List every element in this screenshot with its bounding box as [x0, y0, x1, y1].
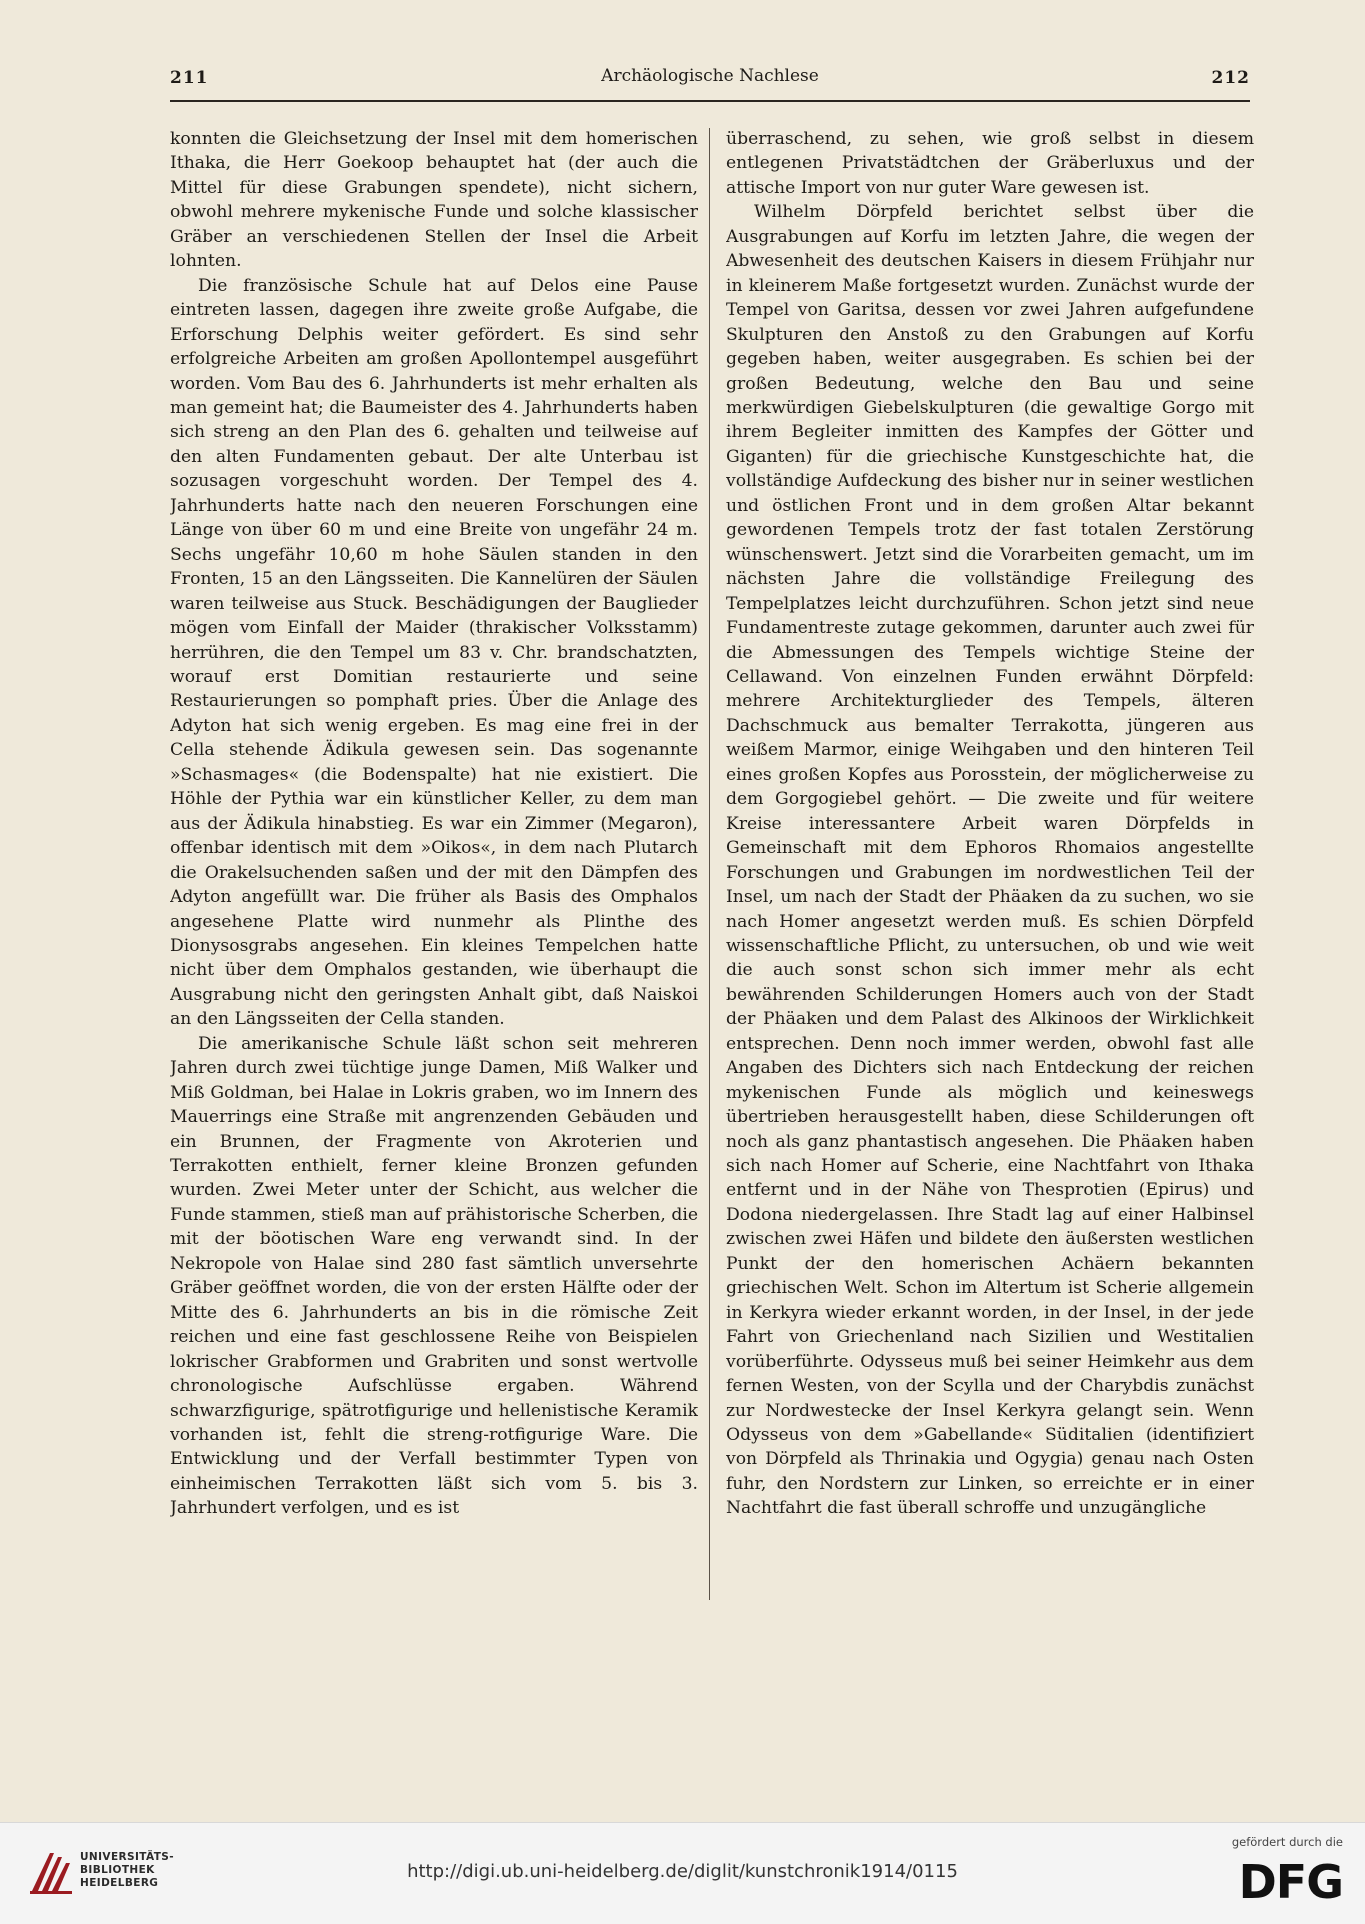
right-text-column — [726, 127, 1254, 1607]
funding-caption: gefördert durch die — [1231, 1835, 1343, 1849]
library-name-line: UNIVERSITÄTS- — [80, 1851, 175, 1863]
library-name-line: BIBLIOTHEK — [80, 1864, 155, 1876]
paragraph: Die amerikanische Schule läßt schon seit mehreren Jahren durch zwei tüchtige junge Damen, Miß Walker und Miß Goldman, bei Halae in Lokris graben, wo im Innern des Mauerrings eine Straße mit angrenzenden Gebäuden und ein Brunnen, der Fragmente von Akroterien und Terrakotten enthielt, ferner kleine Bronzen gefunden wurden. Zwei Meter unter der Schicht, aus welcher die Funde stammen, stieß man auf prähistorische Scherben, die mit der böotischen Ware eng verwandt sind. In der Nekropole von Halae sind 280 fast sämtlich unversehrte Gräber geöffnet worden, die von der ersten Hälfte oder der Mitte des 6. Jahrhunderts an bis in die römische Zeit reichen und eine fast geschlossene Reihe von Beispielen lokrischer Grabformen und Grabriten und sonst wertvolle chronologische Aufschlüsse ergaben. Während schwarzfigurige, spätrotfigurige und hellenistische Keramik vorhanden ist, fehlt die streng-rotfigurige Ware. Die Entwicklung und der Verfall bestimmter Typen von einheimischen Terrakotten läßt sich vom 5. bis 3. Jahrhundert verfolgen, und es ist — [170, 1033, 698, 1519]
paragraph: konnten die Gleichsetzung der Insel mit dem homerischen Ithaka, die Herr Goekoop behauptet hat (der auch die Mittel für diese Grabungen spendete), nicht sichern, obwohl mehrere mykenische Funde und solche klassischer Gräber an verschiedenen Stellen der Insel die Arbeit lohnten. — [170, 129, 698, 272]
header-rule — [170, 100, 1250, 102]
paragraph: Die französische Schule hat auf Delos eine Pause eintreten lassen, dagegen ihre zweite große Aufgabe, die Erforschung Delphis weiter gefördert. Es sind sehr erfolgreiche Arbeiten am großen Apollontempel ausgeführt worden. Vom Bau des 6. Jahrhunderts ist mehr erhalten als man gemeint hat; die Baumeister des 4. Jahrhunderts haben sich streng an den Plan des 6. gehalten und teilweise auf den alten Fundamenten gebaut. Der alte Unterbau ist sozusagen vorgeschuht worden. Der Tempel des 4. Jahrhunderts hatte nach den neueren Forschungen eine Länge von über 60 m und eine Breite von ungefähr 24 m. Sechs ungefähr 10,60 m hohe Säulen standen in den Fronten, 15 an den Längsseiten. Die Kannelüren der Säulen waren teilweise aus Stuck. Beschädigungen der Bauglieder mögen vom Einfall der Maider (thrakischer Volksstamm) herrühren, die den Tempel um 83 v. Chr. brandschatzten, worauf erst Domitian restaurierte und seine Restaurierungen so pomphaft pries. Über die Anlage des Adyton hat sich wenig ergeben. Es mag eine frei in der Cella stehende Ädikula gewesen sein. Das sogenannte »Schasmages« (die Bodenspalte) hat nie existiert. Die Höhle der Pythia war ein künstlicher Keller, zu dem man aus der Ädikula hinabstieg. Es war ein Zimmer (Megaron), offenbar identisch mit dem »Oikos«, in dem nach Plutarch die Orakelsuchenden saßen und der mit den Dämpfen des Adyton angefüllt war. Die früher als Basis des Omphalos angesehene Platte wird nunmehr als Plinthe des Dionysosgrabs angesehen. Ein kleines Tempelchen hatte nicht über dem Omphalos gestanden, wie überhaupt die Ausgrabung nicht den geringsten Anhalt gibt, daß Naiskoi an den Längsseiten der Cella standen. — [170, 275, 698, 1030]
viewer-footer — [0, 1822, 1365, 1924]
running-header — [170, 64, 1250, 98]
permalink-url[interactable]: http://digi.ub.uni-heidelberg.de/diglit/kunstchronik1914/0115 — [407, 1861, 958, 1882]
library-name-line: HEIDELBERG — [80, 1877, 159, 1889]
column-divider — [709, 128, 710, 1600]
page-number-left: 211 — [170, 68, 209, 88]
left-text-column — [170, 127, 698, 1607]
page-number-right: 212 — [1211, 68, 1250, 88]
running-title: Archäologische Nachlese — [601, 66, 819, 86]
paragraph: überraschend, zu sehen, wie groß selbst in diesem entlegenen Privatstädtchen der Gräberluxus und der attische Import von nur guter Ware gewesen ist. — [726, 129, 1254, 198]
dfg-logo: DFG — [1238, 1855, 1343, 1909]
paragraph: Wilhelm Dörpfeld berichtet selbst über die Ausgrabungen auf Korfu im letzten Jahre, die wegen der Abwesenheit des deutschen Kaisers in diesem Frühjahr nur in kleinerem Maße fortgesetzt wurden. Zunächst wurde der Tempel von Garitsa, dessen vor zwei Jahren aufgefundene Skulpturen den Anstoß zu den Grabungen auf Korfu gegeben haben, weiter ausgegraben. Es schien bei der großen Bedeutung, welche den Bau und seine merkwürdigen Giebelskulpturen (die gewaltige Gorgo mit ihrem Begleiter inmitten des Kampfes der Götter und Giganten) für die griechische Kunstgeschichte hat, die vollständige Aufdeckung des bisher nur in seiner westlichen und östlichen Front und in dem großen Altar bekannt gewordenen Tempels trotz der fast totalen Zerstörung wünschenswert. Jetzt sind die Vorarbeiten gemacht, um im nächsten Jahre die vollständige Freilegung des Tempelplatzes leicht durchzuführen. Schon jetzt sind neue Fundamentreste zutage gekommen, darunter auch zwei für die Abmessungen des Tempels wichtige Steine der Cellawand. Von einzelnen Funden erwähnt Dörpfeld: mehrere Architekturglieder des Tempels, älteren Dachschmuck aus bemalter Terrakotta, jüngeren aus weißem Marmor, einige Weihgaben und den hinteren Teil eines großen Kopfes aus Porosstein, der möglicherweise zu dem Gorgogiebel gehört. — Die zweite und für weitere Kreise interessantere Arbeit waren Dörpfelds in Gemeinschaft mit dem Ephoros Rhomaios angestellte Forschungen und Grabungen im nordwestlichen Teil der Insel, um nach der Stadt der Phäaken da zu suchen, wo sie nach Homer angesetzt werden muß. Es schien Dörpfeld wissenschaftliche Pflicht, zu untersuchen, ob und wie weit die auch sonst schon sich immer mehr als echt bewährenden Schilderungen Homers auch von der Stadt der Phäaken und dem Palast des Alkinoos der Wirklichkeit entsprechen. Denn noch immer werden, obwohl fast alle Angaben des Dichters sich nach Entdeckung der reichen mykenischen Funde als möglich und keineswegs übertrieben herausgestellt haben, diese Schilderungen oft noch als ganz phantastisch angesehen. Die Phäaken haben sich nach Homer auf Scherie, eine Nachtfahrt von Ithaka entfernt und in der Nähe von Thesprotien (Epirus) und Dodona niedergelassen. Ihre Stadt lag auf einer Halbinsel zwischen zwei Häfen und bildete den äußersten westlichen Punkt der den homerischen Achäern bekannten griechischen Welt. Schon im Altertum ist Scherie allgemein in Kerkyra wieder erkannt worden, in der Insel, in der jede Fahrt von Griechenland nach Sizilien und Westitalien vorüberführte. Odysseus muß bei seiner Heimkehr aus dem fernen Westen, von der Scylla und der Charybdis zunächst zur Nordwestecke der Insel Kerkyra gelangt sein. Wenn Odysseus von dem »Gabellande« Süditalien (identifiziert von Dörpfeld als Thrinakia und Ogygia) genau nach Osten fuhr, den Nordstern zur Linken, so erreichte er in einer Nachtfahrt die fast überall schroffe und unzugängliche — [726, 202, 1254, 1519]
